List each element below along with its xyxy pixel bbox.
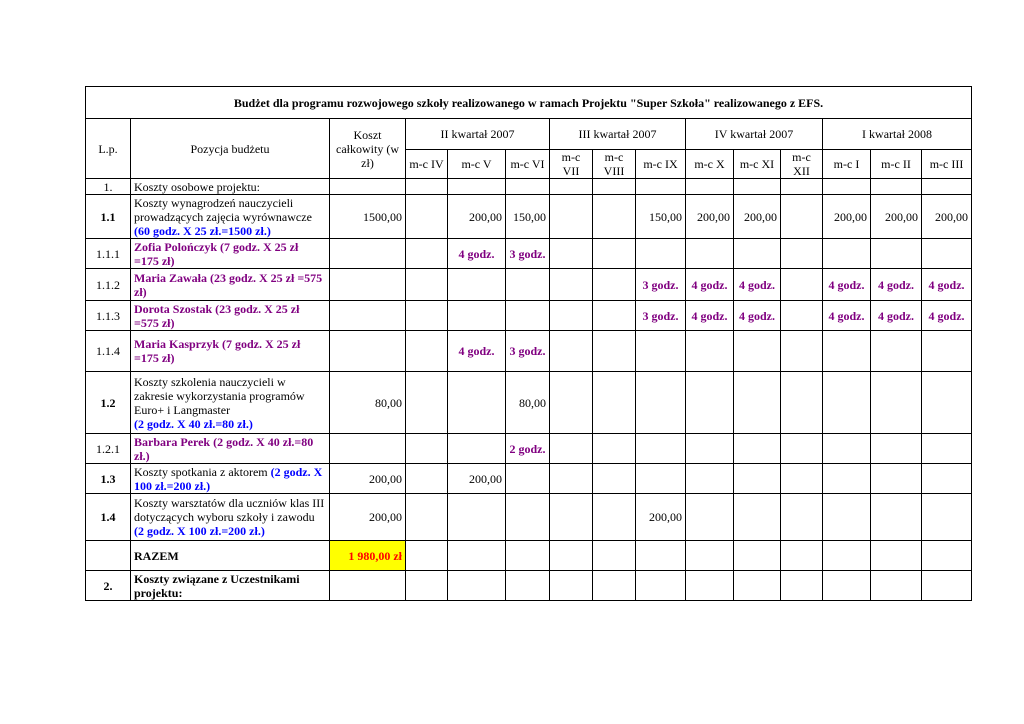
row-name: Koszty warsztatów dla uczniów klas III dotyczących wyboru szkoły i zawodu [134, 496, 325, 524]
month-cell [448, 372, 506, 434]
month-cell: 4 godz. [871, 301, 922, 331]
row-cost: 1500,00 [330, 195, 406, 239]
month-cell [823, 331, 871, 372]
header-q1: I kwartał 2008 [823, 119, 972, 150]
row-name: Maria Zawała (23 godz. X 25 zł =575 zł) [131, 269, 330, 301]
row-lp: 1. [86, 179, 131, 195]
month-cell: 200,00 [448, 195, 506, 239]
row-name: Koszty wynagrodzeń nauczycieli prowadzących zajęcia wyrównawcze [134, 195, 312, 224]
month-cell [871, 331, 922, 372]
month-cell [636, 434, 686, 464]
month-cell [593, 494, 636, 541]
month-cell [686, 331, 734, 372]
month-cell [593, 239, 636, 269]
month-cell [448, 269, 506, 301]
header-month: m-c V [448, 150, 506, 179]
month-cell [686, 464, 734, 494]
month-cell: 4 godz. [823, 301, 871, 331]
month-cell: 150,00 [636, 195, 686, 239]
header-q2: II kwartał 2007 [406, 119, 550, 150]
table-row [86, 464, 972, 494]
month-cell [823, 434, 871, 464]
month-cell [781, 301, 823, 331]
month-cell: 4 godz. [922, 269, 972, 301]
month-cell [734, 239, 781, 269]
row-lp: 1.4 [86, 494, 131, 541]
month-cell [922, 239, 972, 269]
month-cell [550, 239, 593, 269]
row-name-cell [131, 464, 330, 494]
month-cell: 4 godz. [823, 269, 871, 301]
month-cell [506, 464, 550, 494]
header-month: m-c VIII [593, 150, 636, 179]
month-cell [734, 494, 781, 541]
header-position: Pozycja budżetu [131, 119, 330, 179]
row-name: Koszty osobowe projektu: [131, 179, 330, 195]
month-cell: 4 godz. [871, 269, 922, 301]
row-lp: 2. [86, 571, 131, 601]
month-cell: 4 godz. [686, 269, 734, 301]
header-month: m-c VI [506, 150, 550, 179]
table-row [86, 494, 972, 541]
header-month: m-c XII [781, 150, 823, 179]
row-cost: 80,00 [330, 372, 406, 434]
row-name-cell [131, 494, 330, 541]
month-cell [406, 372, 448, 434]
month-cell [448, 434, 506, 464]
header-month: m-c IX [636, 150, 686, 179]
month-cell [406, 494, 448, 541]
row-name: Barbara Perek (2 godz. X 40 zł.=80 zł.) [131, 434, 330, 464]
row-lp: 1.1.3 [86, 301, 131, 331]
header-lp: L.p. [86, 119, 131, 179]
row-lp: 1.1 [86, 195, 131, 239]
row-note: (60 godz. X 25 zł.=1500 zł.) [134, 223, 271, 238]
month-cell: 4 godz. [448, 331, 506, 372]
month-cell [550, 494, 593, 541]
month-cell [871, 372, 922, 434]
month-cell: 3 godz. [636, 269, 686, 301]
month-cell: 200,00 [922, 195, 972, 239]
month-cell [406, 269, 448, 301]
month-cell [781, 239, 823, 269]
month-cell [448, 494, 506, 541]
header-month: m-c IV [406, 150, 448, 179]
month-cell: 200,00 [871, 195, 922, 239]
total-cost: 1 980,00 zł [330, 541, 406, 571]
month-cell: 4 godz. [734, 269, 781, 301]
month-cell [636, 239, 686, 269]
month-cell [871, 494, 922, 541]
row-name: Koszty szkolenia nauczycieli w zakresie wykorzystania programów Euro+ i Langmaster [134, 374, 305, 417]
table-row [86, 372, 972, 434]
month-cell [506, 494, 550, 541]
month-cell [823, 494, 871, 541]
month-cell: 200,00 [448, 464, 506, 494]
month-cell [781, 331, 823, 372]
month-cell [781, 372, 823, 434]
month-cell [593, 372, 636, 434]
month-cell [636, 331, 686, 372]
month-cell: 2 godz. [506, 434, 550, 464]
row-cost: 200,00 [330, 464, 406, 494]
header-q4: IV kwartał 2007 [686, 119, 823, 150]
row-name-cell [131, 372, 330, 434]
table-row [86, 571, 972, 601]
table-row [86, 269, 972, 301]
month-cell [593, 195, 636, 239]
row-note: (2 godz. X 40 zł.=80 zł.) [134, 416, 253, 431]
month-cell [593, 301, 636, 331]
month-cell: 200,00 [636, 494, 686, 541]
row-name: Maria Kasprzyk (7 godz. X 25 zł =175 zł) [131, 331, 330, 372]
table-row [86, 331, 972, 372]
table-row [86, 434, 972, 464]
month-cell [506, 301, 550, 331]
month-cell [686, 239, 734, 269]
header-cost: Koszt całkowity (w zł) [330, 119, 406, 179]
month-cell [550, 269, 593, 301]
table-row [86, 179, 972, 195]
month-cell [506, 269, 550, 301]
month-cell [871, 464, 922, 494]
table-row [86, 195, 972, 239]
month-cell [922, 434, 972, 464]
month-cell [922, 331, 972, 372]
row-lp: 1.2 [86, 372, 131, 434]
month-cell [686, 372, 734, 434]
month-cell: 4 godz. [448, 239, 506, 269]
month-cell [781, 269, 823, 301]
month-cell [406, 301, 448, 331]
month-cell [550, 301, 593, 331]
month-cell [734, 331, 781, 372]
month-cell [734, 434, 781, 464]
row-name: Dorota Szostak (23 godz. X 25 zł =575 zł) [131, 301, 330, 331]
month-cell [593, 331, 636, 372]
month-cell [550, 195, 593, 239]
month-cell [781, 494, 823, 541]
table-row [86, 301, 972, 331]
month-cell [686, 494, 734, 541]
budget-table [85, 86, 972, 601]
table-title: Budżet dla programu rozwojowego szkoły realizowanego w ramach Projektu "Super Szkoła" realizowanego z EFS. [86, 87, 972, 119]
month-cell [406, 239, 448, 269]
total-label: RAZEM [131, 541, 330, 571]
month-cell [448, 301, 506, 331]
month-cell [823, 372, 871, 434]
month-cell: 4 godz. [686, 301, 734, 331]
row-name: Koszty spotkania z aktorem [134, 464, 268, 479]
header-month: m-c III [922, 150, 972, 179]
header-row-quarters [86, 119, 972, 150]
month-cell [406, 464, 448, 494]
month-cell [922, 372, 972, 434]
month-cell [636, 464, 686, 494]
row-name: Koszty związane z Uczestnikami projektu: [131, 571, 330, 601]
row-note: (2 godz. X 100 zł.=200 zł.) [134, 464, 323, 493]
title-row [86, 87, 972, 119]
month-cell: 3 godz. [636, 301, 686, 331]
month-cell: 3 godz. [506, 239, 550, 269]
month-cell: 200,00 [686, 195, 734, 239]
row-cost: 200,00 [330, 494, 406, 541]
month-cell: 4 godz. [922, 301, 972, 331]
month-cell [871, 434, 922, 464]
row-lp: 1.1.1 [86, 239, 131, 269]
header-month: m-c II [871, 150, 922, 179]
month-cell [636, 372, 686, 434]
month-cell [593, 269, 636, 301]
month-cell: 80,00 [506, 372, 550, 434]
month-cell [781, 195, 823, 239]
month-cell [823, 464, 871, 494]
month-cell [406, 434, 448, 464]
header-q3: III kwartał 2007 [550, 119, 686, 150]
header-month: m-c X [686, 150, 734, 179]
month-cell [734, 464, 781, 494]
month-cell [406, 195, 448, 239]
month-cell [550, 434, 593, 464]
month-cell [922, 494, 972, 541]
month-cell [781, 434, 823, 464]
header-month: m-c VII [550, 150, 593, 179]
header-month: m-c XI [734, 150, 781, 179]
row-name: Zofia Polończyk (7 godz. X 25 zł =175 zł) [131, 239, 330, 269]
header-month: m-c I [823, 150, 871, 179]
row-lp: 1.1.4 [86, 331, 131, 372]
month-cell [550, 372, 593, 434]
row-lp: 1.1.2 [86, 269, 131, 301]
month-cell: 200,00 [823, 195, 871, 239]
month-cell: 4 godz. [734, 301, 781, 331]
month-cell [593, 434, 636, 464]
month-cell [686, 434, 734, 464]
row-note: (2 godz. X 100 zł.=200 zł.) [134, 524, 265, 538]
month-cell [823, 239, 871, 269]
month-cell [550, 331, 593, 372]
month-cell: 3 godz. [506, 331, 550, 372]
row-name-cell [131, 195, 330, 239]
row-lp: 1.3 [86, 464, 131, 494]
month-cell [781, 464, 823, 494]
month-cell [734, 372, 781, 434]
month-cell [550, 464, 593, 494]
table-row [86, 239, 972, 269]
row-lp: 1.2.1 [86, 434, 131, 464]
month-cell: 150,00 [506, 195, 550, 239]
month-cell: 200,00 [734, 195, 781, 239]
month-cell [406, 331, 448, 372]
total-row [86, 541, 972, 571]
month-cell [593, 464, 636, 494]
month-cell [871, 239, 922, 269]
month-cell [922, 464, 972, 494]
